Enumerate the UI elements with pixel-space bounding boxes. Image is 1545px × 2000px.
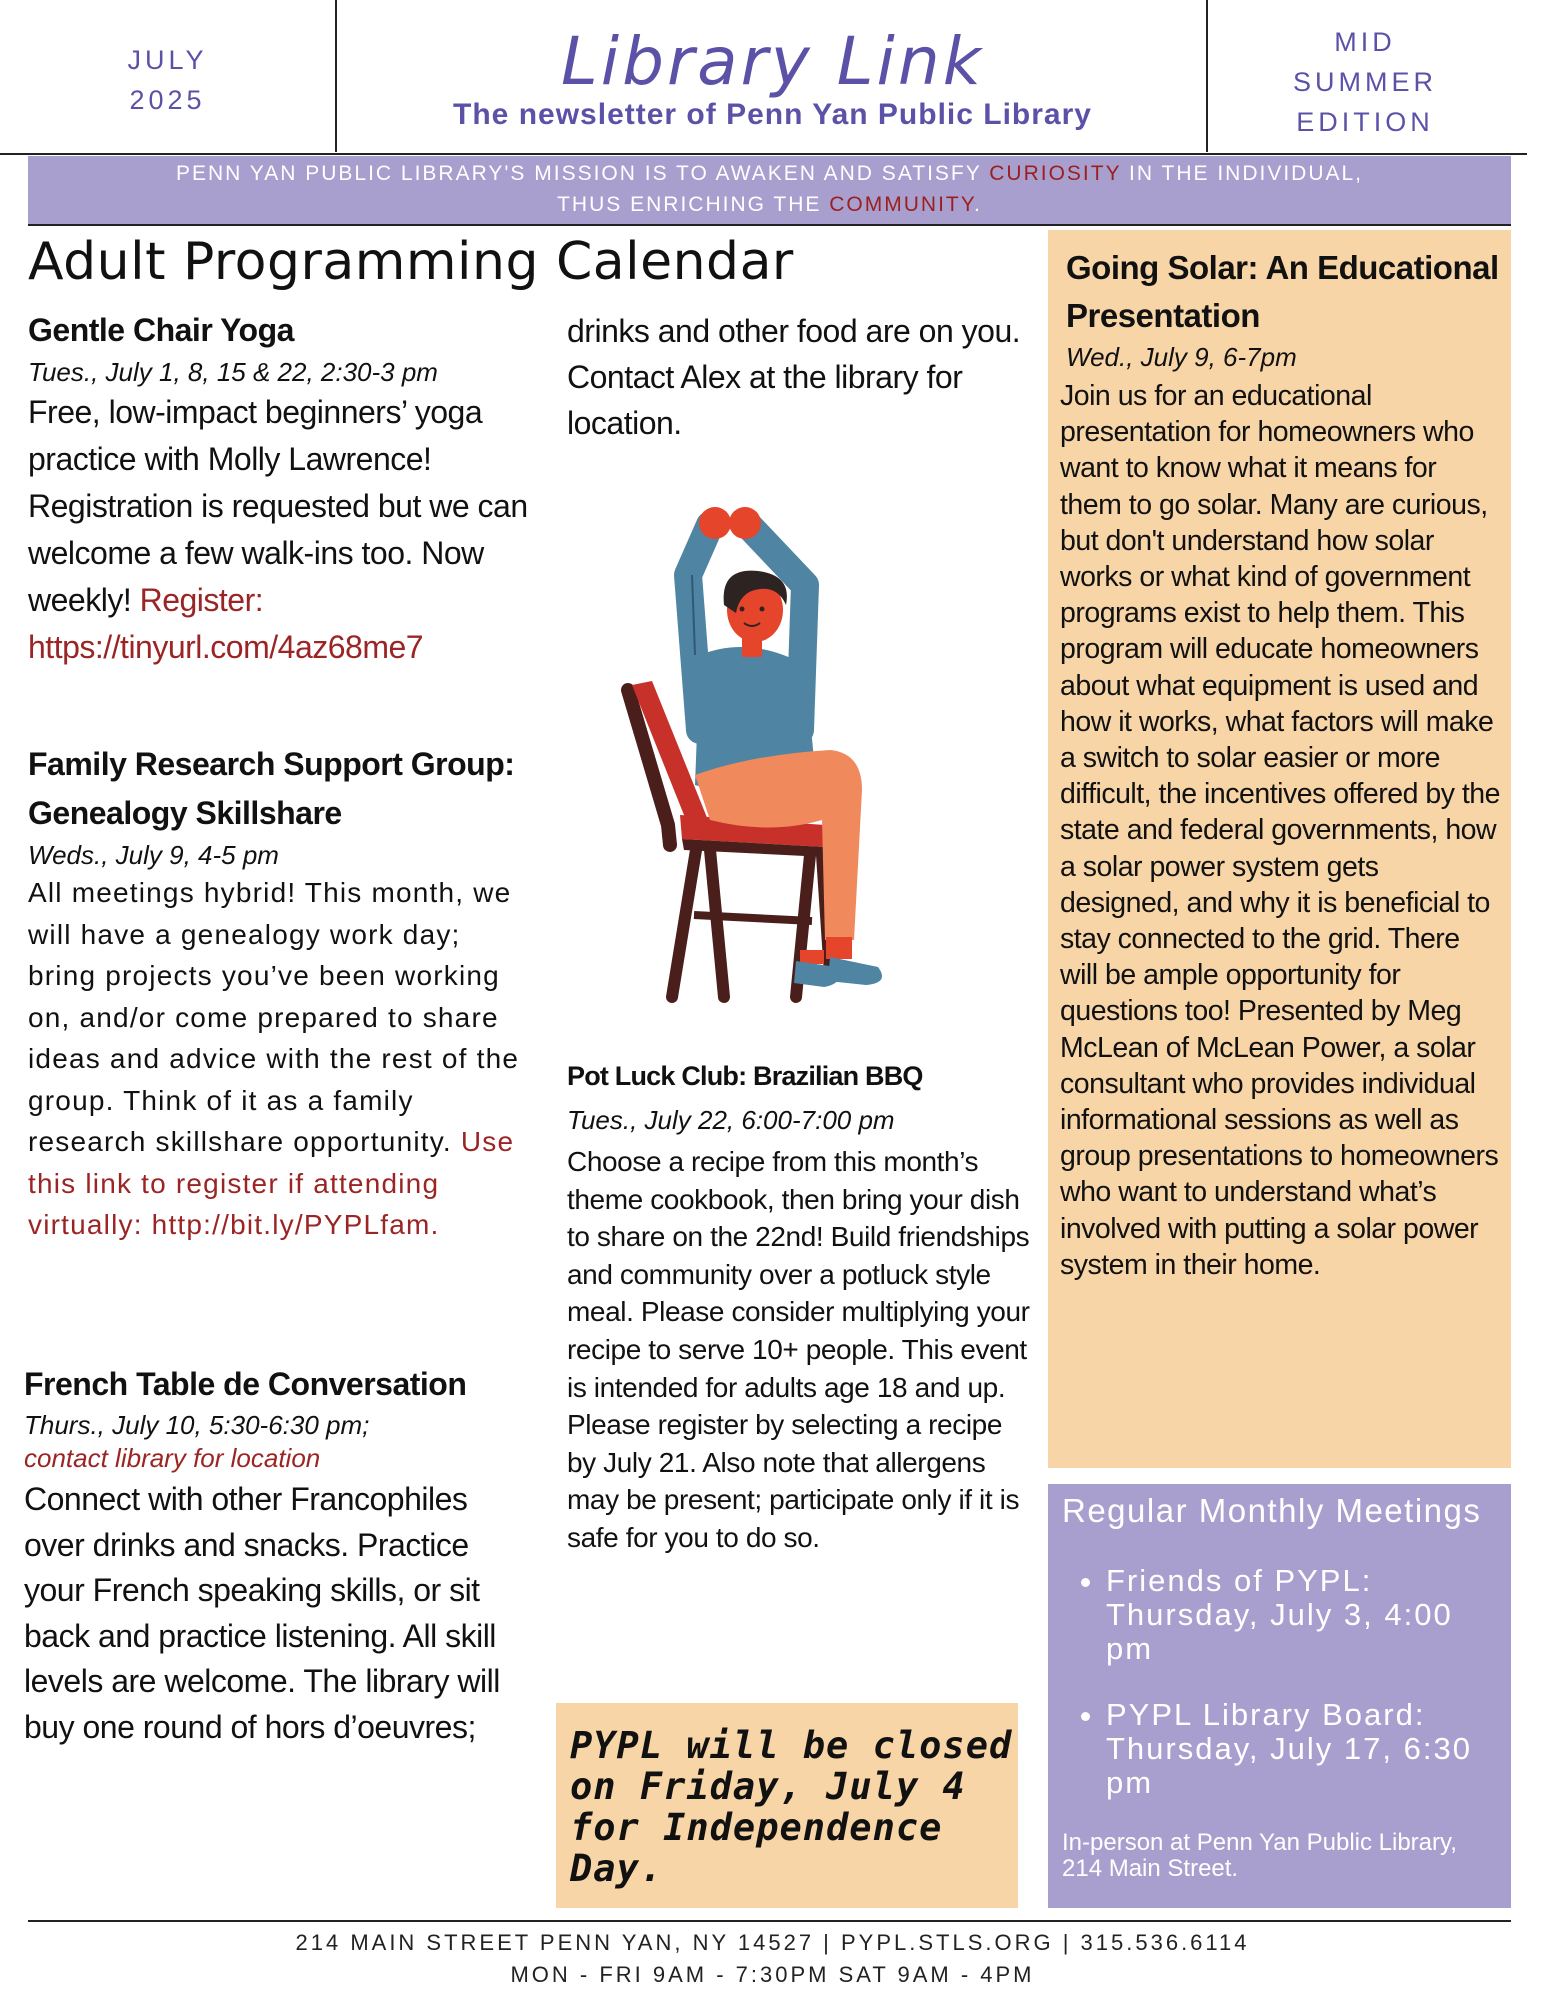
closure-notice-text: PYPL will be closed on Friday, July 4 for Independence Day. xyxy=(570,1724,1013,1890)
edition-line: EDITION xyxy=(1296,107,1434,137)
newsletter-title: Library Link xyxy=(561,23,984,100)
register-link[interactable]: https://tinyurl.com/4az68me7 xyxy=(28,629,424,665)
meetings-note: In-person at Penn Yan Public Library, 214 Main Street. xyxy=(1062,1829,1457,1882)
event-title: Family Research Support Group: Genealogy Skillshare xyxy=(28,746,515,831)
event-date-note: contact library for location xyxy=(24,1443,321,1473)
meetings-title: Regular Monthly Meetings xyxy=(1062,1492,1482,1529)
virtual-register-link[interactable]: Use this link to register if attending virtually: http://bit.ly/PYPLfam. xyxy=(28,1126,515,1240)
footer-hours: MON - FRI 9AM - 7:30PM SAT 9AM - 4PM xyxy=(510,1962,1035,1987)
mission-rule xyxy=(28,224,1511,226)
header-divider-right xyxy=(1206,0,1208,152)
event-description: Connect with other Francophiles over drinks and snacks. Practice your French speaking skills, or sit back and practice listening. All skill levels are welcome. The library will buy one round of hors d’oeuvres; xyxy=(24,1481,500,1745)
list-item: • Friends of PYPL: Thursday, July 3, 4:00 pm xyxy=(1106,1564,1497,1666)
issue-date xyxy=(0,40,335,120)
edition-line: MID xyxy=(1334,27,1396,57)
edition-line: SUMMER xyxy=(1293,67,1437,97)
newsletter-subtitle: The newsletter of Penn Yan Public Library xyxy=(453,98,1092,131)
list-item: • PYPL Library Board: Thursday, July 17, 6:30 pm xyxy=(1106,1698,1497,1800)
event-title: Going Solar: An Educational Presentation xyxy=(1066,249,1499,334)
header-rule xyxy=(0,153,1527,155)
event-genealogy xyxy=(28,740,528,1246)
edition-label xyxy=(1210,22,1520,142)
event-body-text: Free, low-impact beginners’ yoga practice with Molly Lawrence! Registration is requested but we can welcome a few walk-ins too. Now weekly! xyxy=(28,394,528,618)
event-date: Tues., July 1, 8, 15 & 22, 2:30-3 pm xyxy=(28,357,438,387)
footer-contact: 214 MAIN STREET PENN YAN, NY 14527 | PYPL.STLS.ORG | 315.536.6114 xyxy=(295,1930,1250,1955)
mission-highlight: CURIOSITY xyxy=(989,162,1122,185)
event-date: Tues., July 22, 6:00-7:00 pm xyxy=(567,1105,895,1135)
event-french-table xyxy=(24,1360,524,1750)
solar-presentation-box xyxy=(1048,230,1511,1468)
mission-text: THUS ENRICHING THE xyxy=(557,193,830,216)
monthly-meetings-box xyxy=(1048,1484,1511,1908)
event-description xyxy=(28,872,528,1246)
issue-month: JULY xyxy=(127,45,208,75)
footer-rule xyxy=(28,1920,1511,1922)
mission-text: PENN YAN PUBLIC LIBRARY'S MISSION IS TO AWAKEN AND SATISFY xyxy=(175,162,990,185)
event-date: Weds., July 9, 4-5 pm xyxy=(28,840,279,870)
event-chair-yoga xyxy=(28,306,528,671)
closure-notice xyxy=(556,1703,1018,1908)
mission-text: IN THE INDIVIDUAL, xyxy=(1121,162,1364,185)
event-date: Thurs., July 10, 5:30-6:30 pm; xyxy=(24,1410,370,1440)
mission-highlight: COMMUNITY xyxy=(829,193,975,216)
event-date: Wed., July 9, 6-7pm xyxy=(1066,342,1297,372)
register-label: Register: xyxy=(139,582,264,618)
event-body-text: All meetings hybrid! This month, we will have a genealogy work day; bring projects you’ve been working on, and/or come prepared to share ideas and advice with the rest of the group. Think of it as a family research skillshare opportunity. xyxy=(28,877,520,1157)
event-title: Gentle Chair Yoga xyxy=(28,312,294,348)
event-french-continued: drinks and other food are on you. Contact Alex at the library for location. xyxy=(567,313,1021,441)
chair-yoga-illustration xyxy=(600,505,960,1005)
calendar-heading: Adult Programming Calendar xyxy=(28,232,794,292)
header-divider-left xyxy=(335,0,337,152)
meetings-list xyxy=(1062,1564,1497,1800)
event-title: Pot Luck Club: Brazilian BBQ xyxy=(567,1061,923,1091)
event-description: Join us for an educational presentation for homeowners who want to know what it means for them to go solar. Many are curious, but don't understand how solar works or what kind of government programs exist to help them. This program will educate homeowners about what equipment is used and how it works, what factors will make a switch to solar easier or more difficult, the incentives offered by the state and federal governments, how a solar power system gets designed, and why it is beneficial to stay connected to the grid. There will be ample opportunity for questions too! Presented by Meg McLean of McLean Power, a solar consultant who provides individual informational sessions as well as group presentations to homeowners who want to understand what’s involved with putting a solar power system in their home. xyxy=(1060,380,1500,1281)
event-description: Choose a recipe from this month’s theme cookbook, then bring your dish to share on the 22nd! Build friendships and community over a potluck style meal. Please consider multiplying your recipe to serve 10+ people. This event is intended for adults age 18 and up. Please register by selecting a recipe by July 21. Also note that allergens may be present; participate only if it is safe for you to do so. xyxy=(567,1146,1030,1553)
event-description xyxy=(28,389,528,671)
issue-year: 2025 xyxy=(129,85,206,115)
mission-banner xyxy=(28,156,1511,224)
event-potluck xyxy=(567,1052,1037,1557)
event-title: French Table de Conversation xyxy=(24,1366,467,1402)
mission-text: . xyxy=(974,193,982,216)
